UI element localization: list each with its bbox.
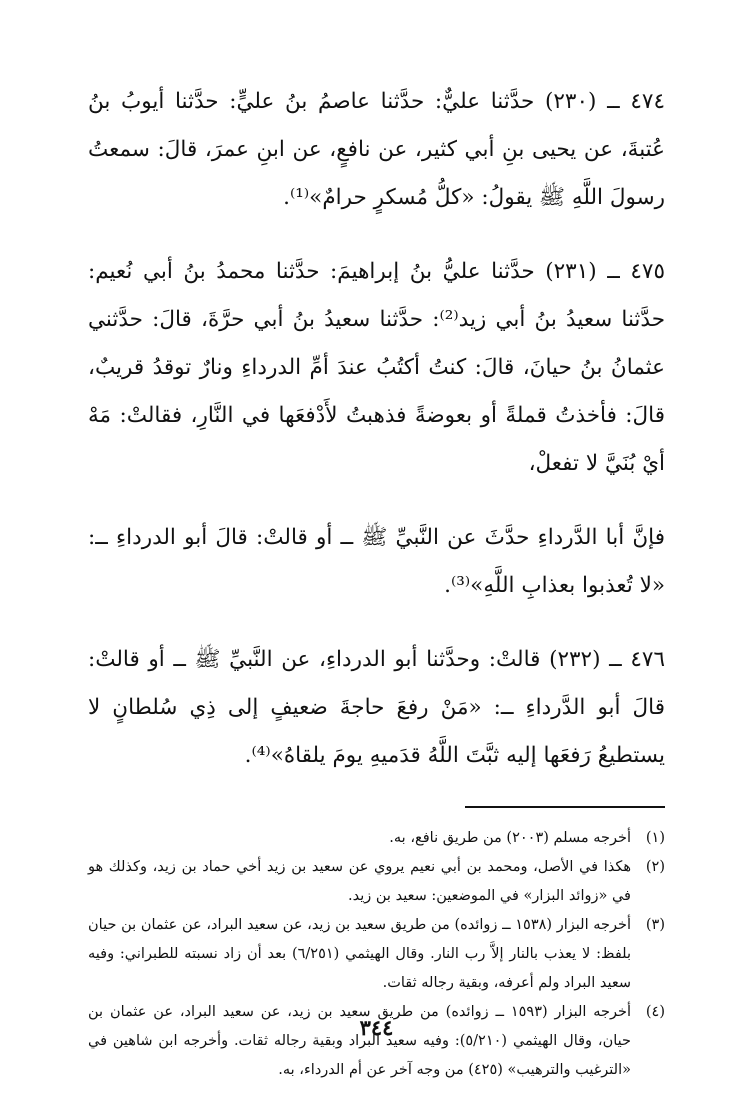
hadith-475-continued: فإنَّ أبا الدَّرداءِ حدَّثَ عن النَّبيِّ ﷺ ــ أو قالتْ: قالَ أبو الدرداءِ ــ: «لا تُعذبوا بعذابِ اللَّهِ»⁽³⁾. — [88, 525, 665, 598]
footnote-text: هكذا في الأصل، ومحمد بن أبي نعيم يروي عن سعيد بن زيد أخي حماد بن زيد، وكذلك هو في «زوائد البزار» في الموضعين: سعيد بن زيد. — [88, 859, 631, 904]
page-number: ٣٤٤ — [359, 1015, 394, 1040]
hadith-476: ٤٧٦ ــ (٢٣٢) قالتْ: وحدَّثنا أبو الدرداءِ، عن النَّبيِّ ﷺ ــ أو قالتْ: قالَ أبو الدَّرداءِ ــ: «مَنْ رفعَ حاجةَ ضعيفٍ إلى ذِي سُلطانٍ لا يستطيعُ رَفعَها إليه ثبَّتَ اللَّهُ قدَميهِ يومَ يلقاهُ»⁽⁴⁾. — [88, 647, 665, 768]
footnote-3 — [88, 911, 665, 998]
footnote-4 — [88, 998, 665, 1085]
footnote-2 — [88, 853, 665, 911]
footnote-text: أخرجه البزار (١٥٩٣ ــ زوائده) من طريق سعيد بن زيد، عن سعيد البراد، عن عثمان بن حيان، وقال الهيثمي (٥/٢١٠): وفيه سعيد البراد وبقية رجاله ثقات. وأخرجه ابن شاهين في «الترغيب والترهيب» (٤٢٥) من وجه آخر عن أم الدرداء، به. — [88, 1004, 632, 1078]
footnote-number: (٣) — [645, 917, 665, 933]
hadith-474: ٤٧٤ ــ (٢٣٠) حدَّثنا عليٌّ: حدَّثنا عاصمُ بنُ عليٍّ: حدَّثنا أيوبُ بنُ عُتبةَ، عن يحيى بنِ أبي كثير، عن نافعٍ، عن ابنِ عمرَ، قالَ: سمعتُ رسولَ اللَّهِ ﷺ يقولُ: «كلُّ مُسكرٍ حرامٌ»⁽¹⁾. — [88, 89, 665, 210]
footnote-number: (٢) — [645, 859, 665, 875]
footnotes — [88, 824, 665, 1085]
footnote-separator — [465, 806, 665, 808]
main-text — [88, 78, 665, 780]
footnote-number: (١) — [645, 830, 665, 846]
footnote-text: أخرجه مسلم (٢٠٠٣) من طريق نافع، به. — [389, 830, 631, 846]
footnote-text: أخرجه البزار (١٥٣٨ ــ زوائده) من طريق سعيد بن زيد، عن سعيد البراد، عن عثمان بن حيان بلفظ: لا يعذب بالنار إلاَّ رب النار. وقال الهيثمي (٦/٢٥١) بعد أن زاد نسبته للطبراني: وفيه سعيد البراد ولم أعرفه، وبقية رجاله ثقات. — [88, 917, 631, 991]
hadith-475: ٤٧٥ ــ (٢٣١) حدَّثنا عليُّ بنُ إبراهيمَ: حدَّثنا محمدُ بنُ أبي نُعيم: حدَّثنا سعيدُ بنُ أبي زيد⁽²⁾: حدَّثنا سعيدُ بنُ أبي حرَّةَ، قالَ: حدَّثني عثمانُ بنُ حيانَ، قالَ: كنتُ أكتُبُ عندَ أمِّ الدرداءِ ونارٌ توقدُ قريبٌ، قالَ: فأخذتُ قملةً أو بعوضةً فذهبتُ لأَدْفعَها في النَّارِ، فقالتْ: مَهْ أيْ بُنَيَّ لا تفعلْ، — [88, 259, 665, 476]
footnote-number: (٤) — [645, 1004, 665, 1020]
footnote-1 — [88, 824, 665, 853]
